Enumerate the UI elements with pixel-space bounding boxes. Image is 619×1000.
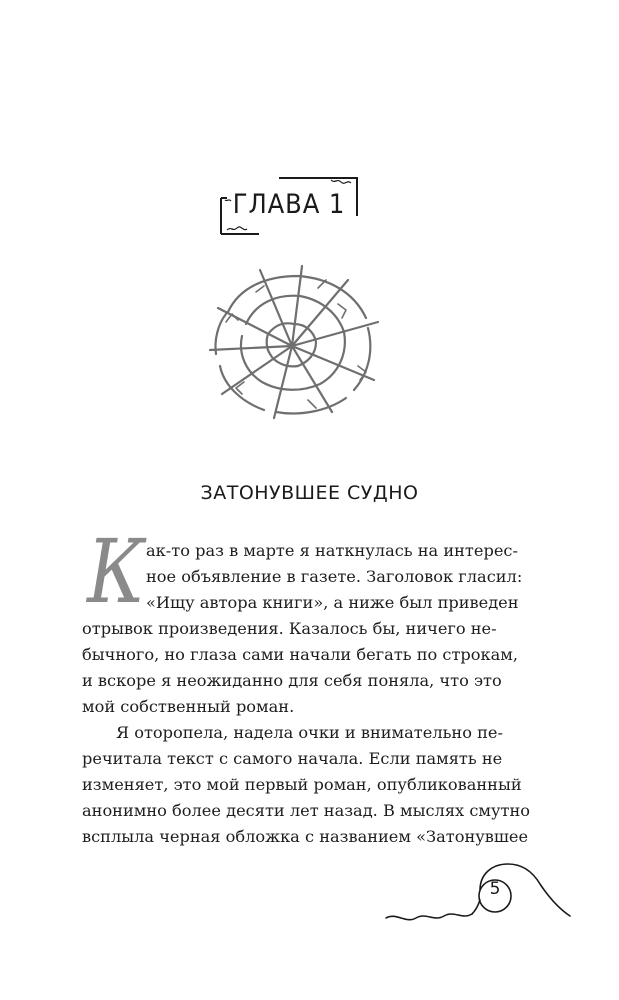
drop-cap-letter: К bbox=[87, 520, 146, 623]
text-line-6: и вскоре я неожиданно для себя поняла, что это bbox=[82, 671, 502, 690]
text-line-8: Я оторопела, надела очки и внимательно пе- bbox=[116, 723, 503, 742]
text-line-4: отрывок произведения. Казалось бы, ничего не- bbox=[82, 619, 497, 638]
text-line-2: ное объявление в газете. Заголовок гласил: bbox=[146, 567, 523, 586]
text-line-5: бычного, но глаза сами начали бегать по строкам, bbox=[82, 645, 519, 664]
chapter-heading-frame bbox=[219, 176, 359, 236]
chapter-title: ГЛАВА 1 bbox=[232, 189, 346, 220]
text-line-1: ак-то раз в марте я наткнулась на интерес- bbox=[146, 541, 518, 560]
text-line-10: изменяет, это мой первый роман, опубликованный bbox=[82, 775, 522, 794]
text-line-3: «Ищу автора книги», а ниже был приведен bbox=[146, 593, 519, 612]
text-line-9: речитала текст с самого начала. Если память не bbox=[82, 749, 503, 768]
text-line-7: мой собственный роман. bbox=[82, 697, 295, 716]
cracked-web-illustration bbox=[198, 262, 388, 422]
text-line-11: анонимно более десяти лет назад. В мыслях смутно bbox=[82, 801, 530, 820]
page-number: 5 bbox=[489, 879, 501, 899]
page-flourish-icon bbox=[384, 860, 584, 950]
text-line-12: всплыла черная обложка с названием «Затонувшее bbox=[82, 827, 529, 846]
section-title: ЗАТОНУВШЕЕ СУДНО bbox=[200, 482, 419, 504]
